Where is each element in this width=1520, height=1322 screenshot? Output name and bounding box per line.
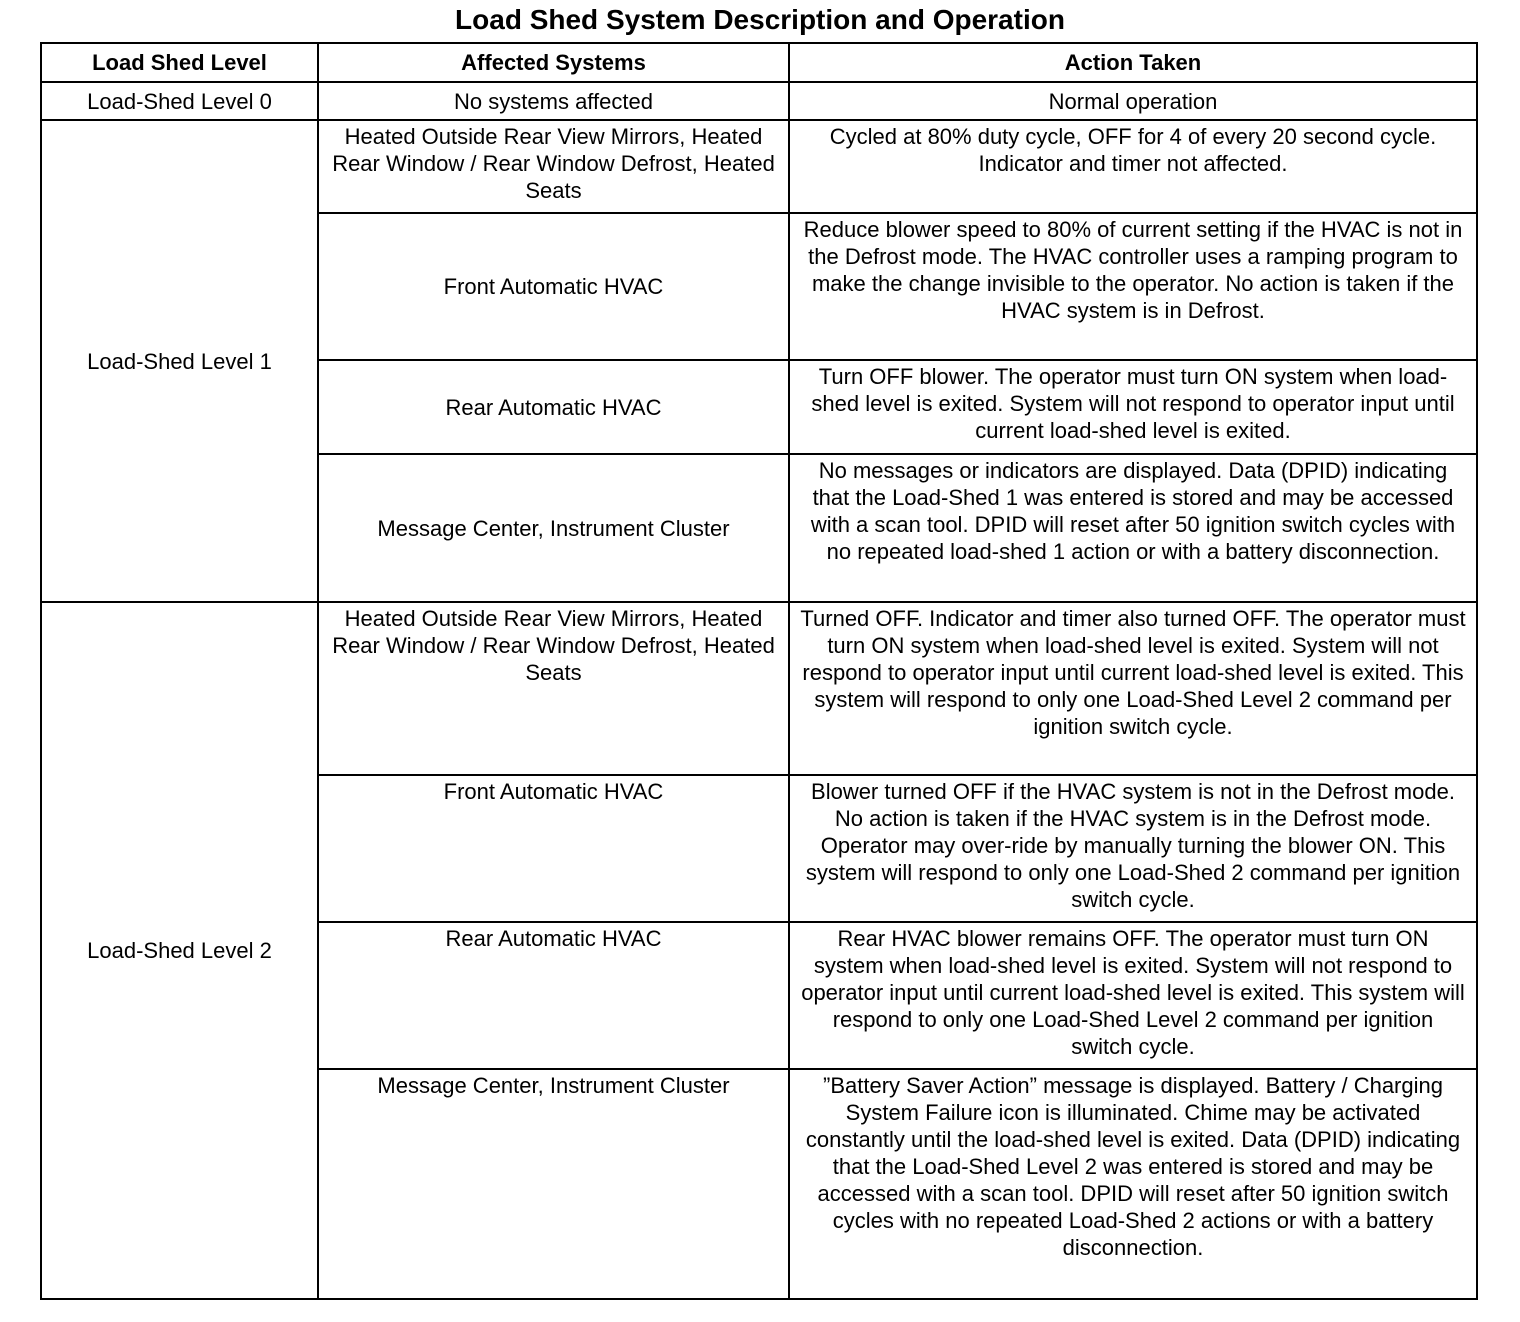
table-row [41,82,1477,120]
action-cell: Cycled at 80% duty cycle, OFF for 4 of every 20 second cycle. Indicator and timer not affected. [789,120,1477,213]
action-cell: Reduce blower speed to 80% of current setting if the HVAC is not in the Defrost mode. The HVAC controller uses a ramping program to make the change invisible to the operator. No action is taken if the HVAC system is in Defrost. [789,213,1477,360]
table-row [41,602,1477,775]
system-cell: Front Automatic HVAC [318,213,789,360]
system-cell: No systems affected [318,82,789,120]
action-cell: Normal operation [789,82,1477,120]
table-header-row [41,43,1477,82]
action-cell: No messages or indicators are displayed. Data (DPID) indicating that the Load-Shed 1 was entered is stored and may be accessed with a scan tool. DPID will reset after 50 ignition switch cycles with no repeated load-shed 1 action or with a battery disconnection. [789,454,1477,602]
system-cell: Heated Outside Rear View Mirrors, Heated Rear Window / Rear Window Defrost, Heated Seats [318,602,789,775]
system-cell: Message Center, Instrument Cluster [318,1069,789,1299]
system-cell: Rear Automatic HVAC [318,360,789,454]
level-cell: Load-Shed Level 1 [41,120,318,602]
system-cell: Front Automatic HVAC [318,775,789,922]
action-cell: ”Battery Saver Action” message is displayed. Battery / Charging System Failure icon is illuminated. Chime may be activated constantly until the load-shed level is exited. Data (DPID) indicating that the Load-Shed Level 2 was entered is stored and may be accessed with a scan tool. DPID will reset after 50 ignition switch cycles with no repeated Load-Shed 2 actions or with a battery disconnection. [789,1069,1477,1299]
system-cell: Rear Automatic HVAC [318,922,789,1069]
system-cell: Heated Outside Rear View Mirrors, Heated Rear Window / Rear Window Defrost, Heated Seats [318,120,789,213]
action-cell: Rear HVAC blower remains OFF. The operator must turn ON system when load-shed level is exited. System will not respond to operator input until current load-shed level is exited. This system will respond to only one Load-Shed Level 2 command per ignition switch cycle. [789,922,1477,1069]
system-cell: Message Center, Instrument Cluster [318,454,789,602]
action-cell: Turn OFF blower. The operator must turn ON system when load-shed level is exited. System will not respond to operator input until current load-shed level is exited. [789,360,1477,454]
action-cell: Turned OFF. Indicator and timer also turned OFF. The operator must turn ON system when load-shed level is exited. System will not respond to operator input until current load-shed level is exited. This system will respond to only one Load-Shed Level 2 command per ignition switch cycle. [789,602,1477,775]
table-row [41,120,1477,213]
level-cell: Load-Shed Level 0 [41,82,318,120]
action-cell: Blower turned OFF if the HVAC system is not in the Defrost mode. No action is taken if the HVAC system is in the Defrost mode. Operator may over-ride by manually turning the blower ON. This system will respond to only one Load-Shed 2 command per ignition switch cycle. [789,775,1477,922]
level-cell: Load-Shed Level 2 [41,602,318,1299]
header-affected-systems: Affected Systems [318,43,789,82]
page-title: Load Shed System Description and Operation [455,4,1065,35]
header-action-taken: Action Taken [789,43,1477,82]
header-load-shed-level: Load Shed Level [41,43,318,82]
load-shed-table [40,42,1478,1300]
